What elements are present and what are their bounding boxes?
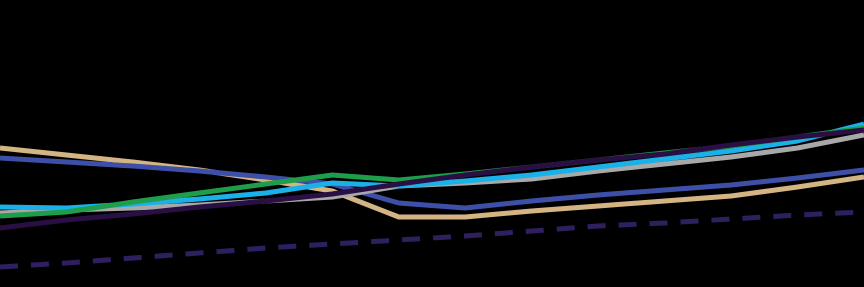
series-line-6 (0, 130, 864, 228)
series-line-7 (0, 212, 864, 267)
series-layer (0, 124, 864, 267)
series-line-5 (0, 128, 864, 216)
